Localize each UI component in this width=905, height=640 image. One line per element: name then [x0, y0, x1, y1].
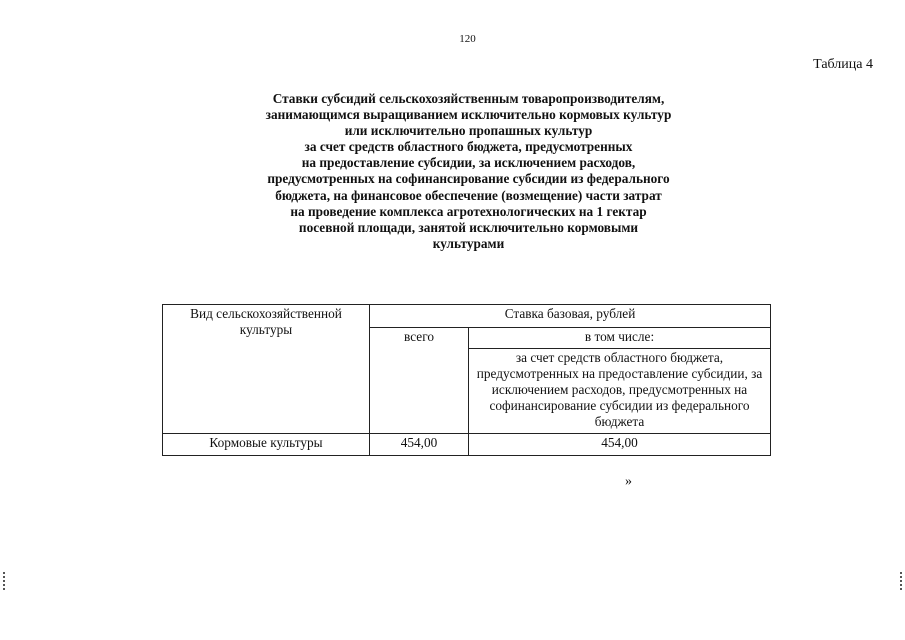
crop-type-header: Вид сельскохозяйственной культуры [163, 305, 370, 434]
left-scan-mark [3, 572, 5, 592]
page-number: 120 [459, 33, 476, 45]
title-line: занимающимся выращиванием исключительно кормовых культур [265, 107, 672, 123]
subsidy-rates-table [162, 304, 771, 456]
total-header: всего [370, 328, 469, 434]
title-line: бюджета, на финансовое обеспечение (возмещение) части затрат [275, 187, 662, 203]
table-row [163, 434, 771, 456]
crop-name-cell: Кормовые культуры [163, 434, 370, 456]
total-value-cell: 454,00 [370, 434, 469, 456]
title-line: культурами [432, 235, 505, 251]
title-line: на проведение комплекса агротехнологических на 1 гектар [290, 203, 647, 219]
table-label: Таблица 4 [813, 57, 873, 72]
document-title [180, 91, 757, 252]
including-header: в том числе: [469, 328, 771, 349]
regional-value-cell: 454,00 [469, 434, 771, 456]
table-header-row [163, 305, 771, 328]
title-line: предусмотренных на софинансирование субсидии из федерального [267, 171, 670, 187]
closing-quote: » [625, 474, 632, 489]
regional-budget-header: за счет средств областного бюджета, предусмотренных на предоставление субсидии, за исключением расходов, предусмотренных на софинансирование субсидии из федерального бюджета [469, 349, 771, 434]
title-line: Ставки субсидий сельскохозяйственным товаропроизводителям, [272, 91, 665, 106]
title-line: за счет средств областного бюджета, предусмотренных [304, 139, 633, 155]
right-scan-mark [900, 572, 902, 592]
base-rate-header: Ставка базовая, рублей [370, 305, 771, 328]
title-line: на предоставление субсидии, за исключением расходов, [301, 155, 636, 171]
title-line: или исключительно пропашных культур [344, 123, 593, 139]
title-line: посевной площади, занятой исключительно кормовыми [298, 219, 639, 235]
